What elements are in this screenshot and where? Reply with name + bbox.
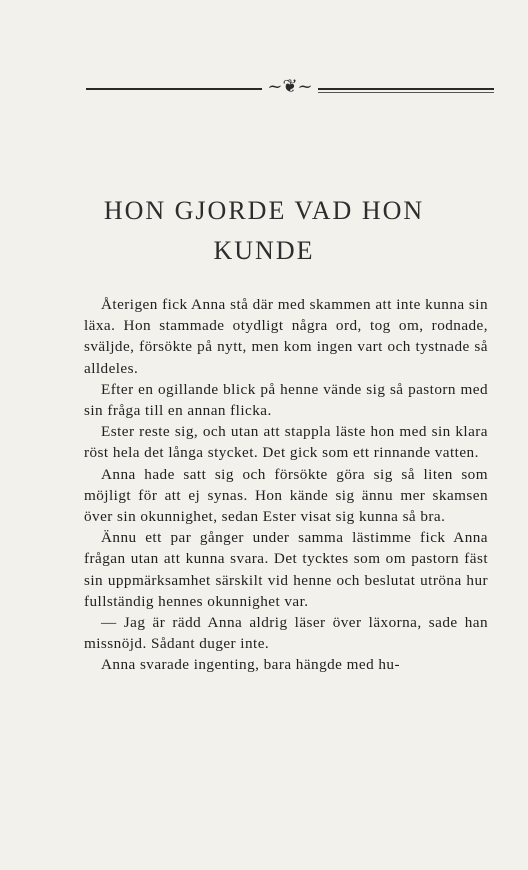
chapter-title-line-1: HON GJORDE VAD HON bbox=[103, 196, 425, 225]
chapter-body-text bbox=[84, 294, 488, 676]
chapter-title-line-2: KUNDE bbox=[213, 236, 315, 265]
paragraph: Ännu ett par gånger under samma lästimme fick Anna frågan utan att kunna svara. Det tycktes som om pastorn fäst sin uppmärksamhet särskilt vid henne och beslutat utröna hur fullständig hennes okunnighet var. bbox=[84, 529, 488, 610]
chapter-ornament bbox=[86, 76, 494, 97]
paragraph: Ester reste sig, och utan att stappla läste hon med sin klara röst hela det långa stycket. Det gick som ett rinnande vatten. bbox=[84, 423, 488, 462]
paragraph: Anna svarade ingenting, bara hängde med hu- bbox=[101, 656, 400, 674]
ornament-rule-left bbox=[86, 88, 262, 90]
paragraph: Efter en ogillande blick på henne vände sig så pastorn med sin fråga till en annan flicka. bbox=[84, 380, 488, 420]
ornament-rule-right bbox=[318, 88, 494, 90]
paragraph: Återigen fick Anna stå där med skammen att inte kunna sin läxa. Hon stammade otydligt några ord, tog om, rodnade, sväljde, försökte på nytt, men kom ingen vart och tystnade så alldeles. bbox=[84, 296, 488, 377]
ornament-flourish-icon: ~❦~ bbox=[267, 76, 313, 97]
paragraph: Anna hade satt sig och försökte göra sig så liten som möjligt för att ej synas. Hon kände sig ännu mer skamsen över sin okunnighet, sedan Ester visat sig kunna så bra. bbox=[84, 465, 488, 526]
paragraph: — Jag är rädd Anna aldrig läser över läxorna, sade han missnöjd. Sådant duger inte. bbox=[84, 614, 488, 653]
ornament-rule-underline bbox=[318, 92, 494, 93]
